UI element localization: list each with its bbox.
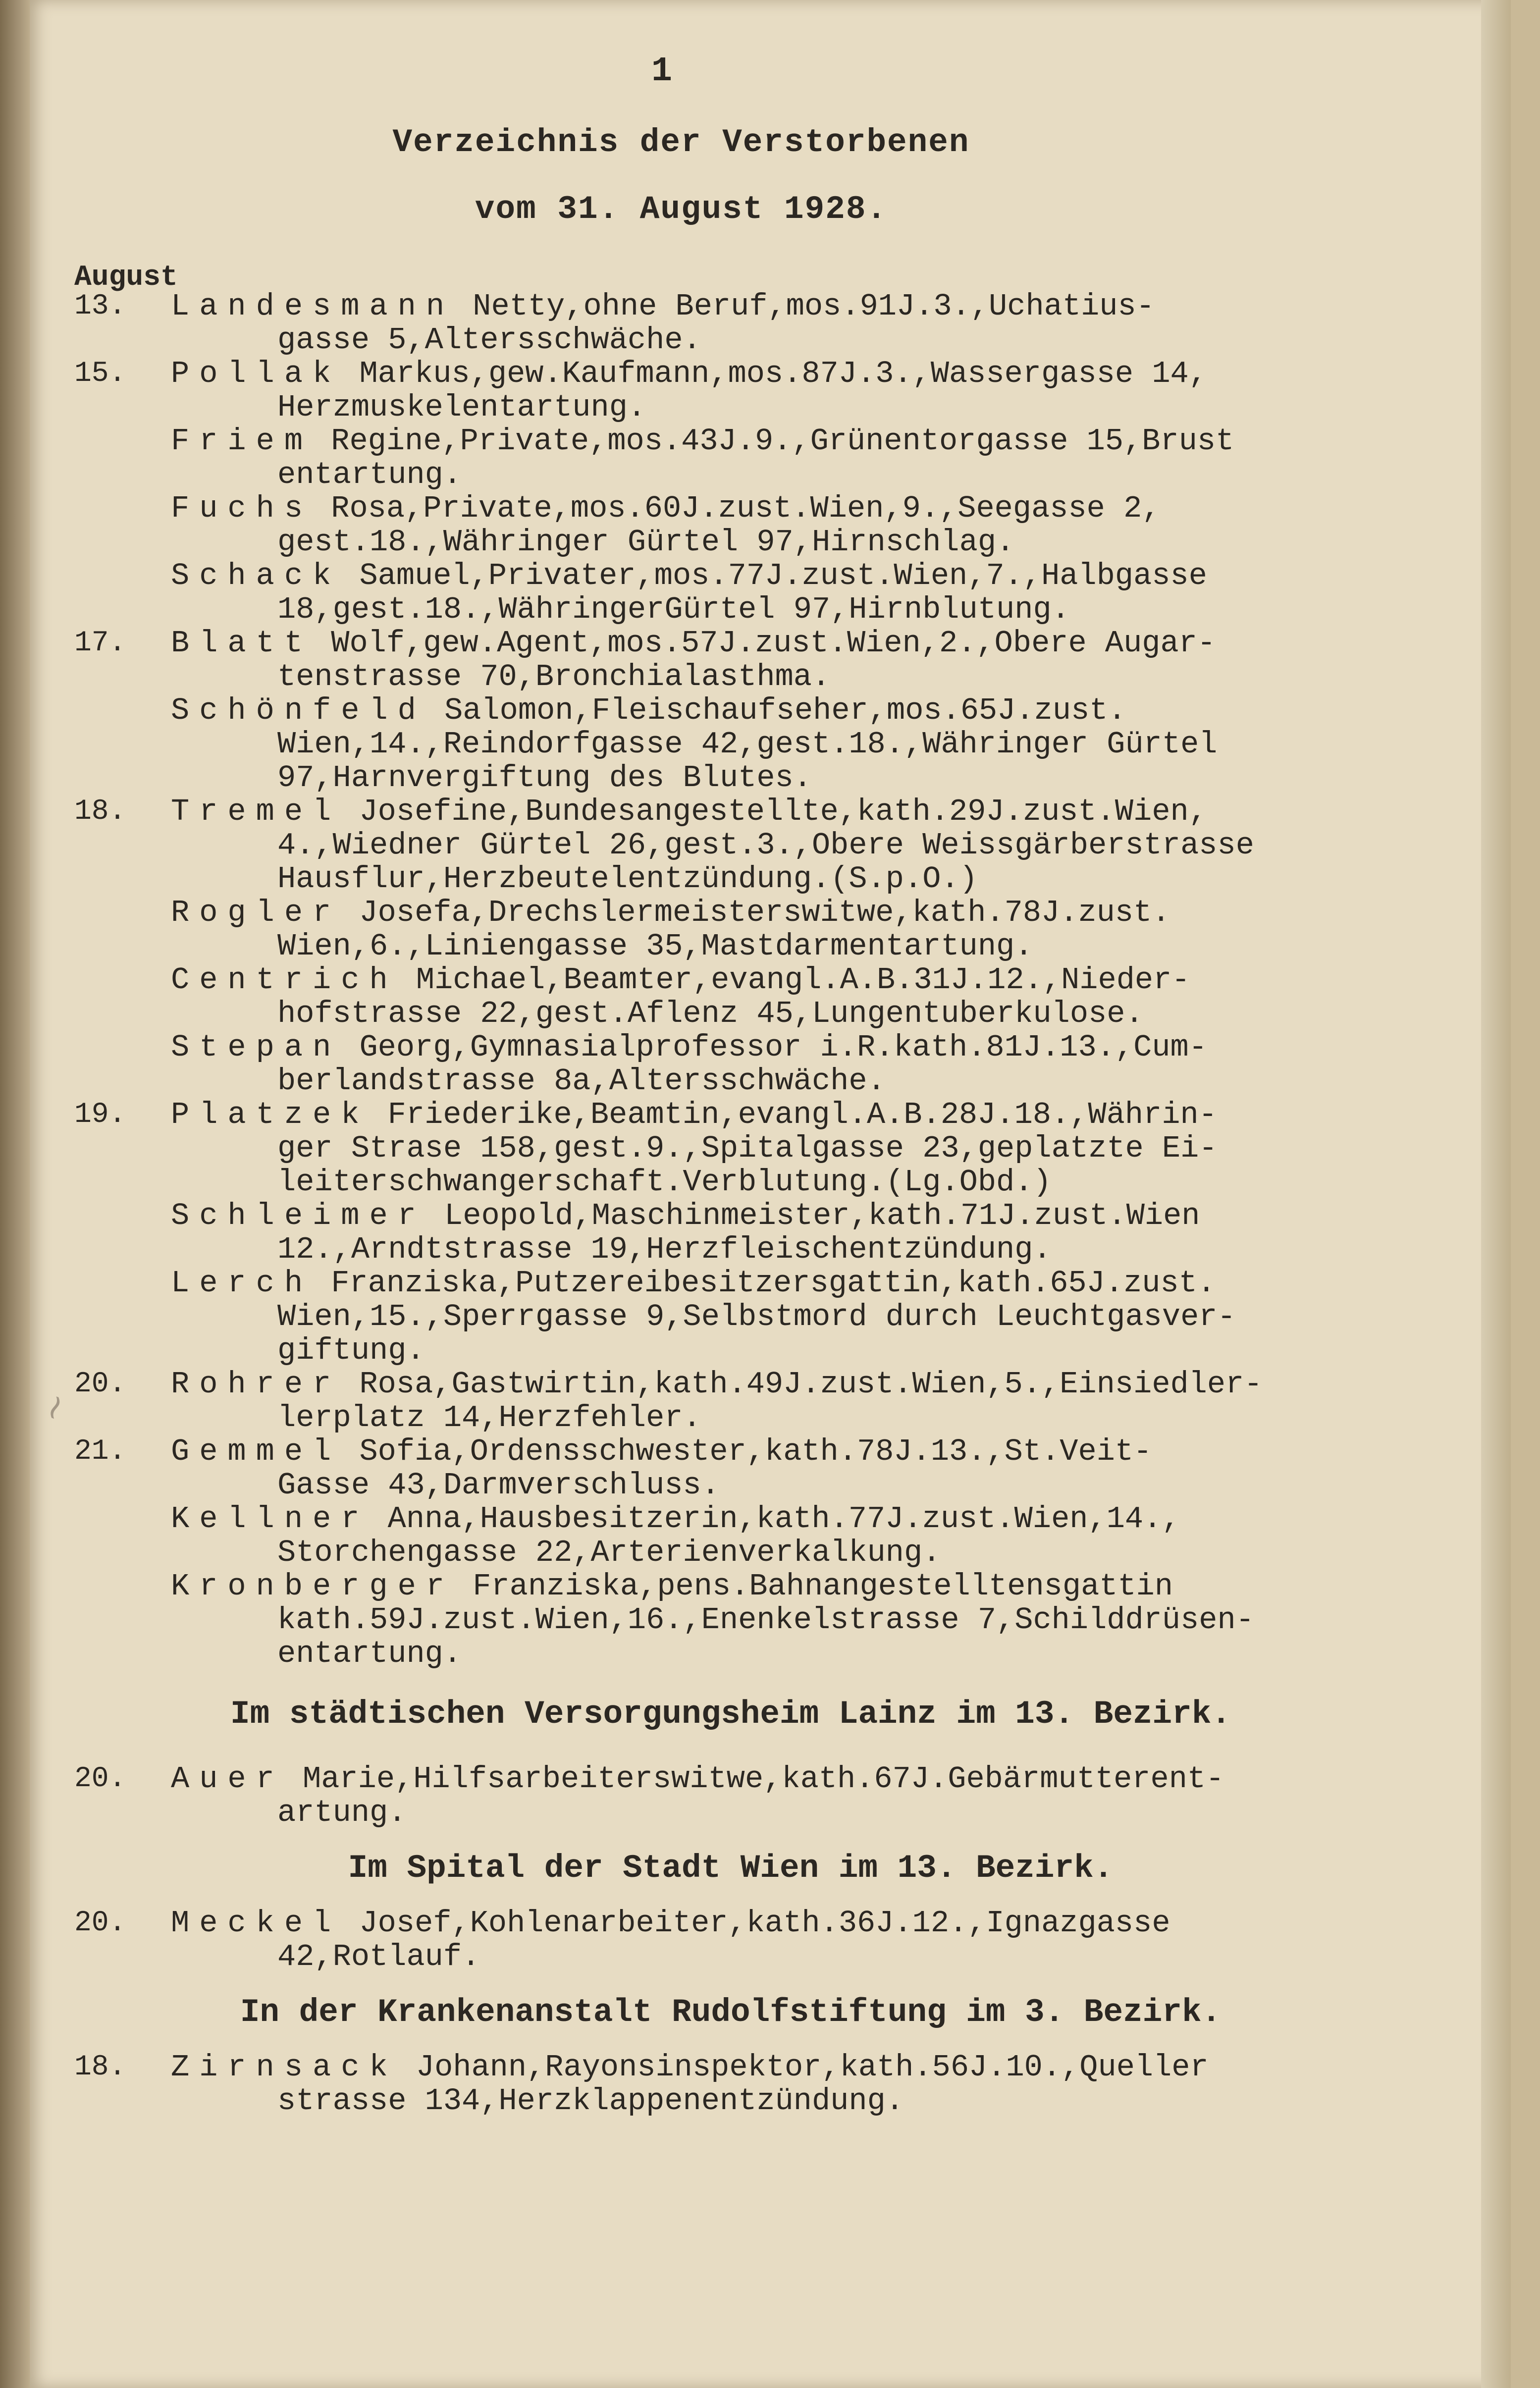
entry-details: Netty,ohne Beruf,mos.91J.3.,Uchatius-	[454, 289, 1155, 324]
entry-body	[171, 1570, 1456, 1671]
document-subtitle: vom 31. August 1928.	[475, 191, 888, 228]
entry-first-line	[171, 1907, 1456, 1940]
entry-surname: Centrich	[171, 962, 398, 998]
entry-continuation: gest.18.,Währinger Gürtel 97,Hirnschlag.	[277, 525, 1015, 560]
entry-surname: Lerch	[171, 1266, 313, 1301]
death-entry	[74, 1368, 1456, 1435]
entry-body	[171, 492, 1456, 559]
entry-details: Regine,Private,mos.43J.9.,Grünentorgasse 15,Brust	[313, 424, 1234, 459]
entry-body	[171, 627, 1456, 694]
entry-continuation: giftung.	[277, 1333, 425, 1368]
death-entry	[74, 1199, 1456, 1267]
entry-body	[171, 559, 1456, 627]
entry-first-line	[171, 425, 1456, 458]
month-label: August	[74, 262, 178, 294]
entry-surname: Kronberger	[171, 1569, 455, 1604]
entry-details: Anna,Hausbesitzerin,kath.77J.zust.Wien,14.,	[369, 1501, 1180, 1537]
entry-first-line	[171, 694, 1456, 728]
entry-first-line	[171, 1502, 1456, 1536]
entry-body	[171, 1435, 1456, 1502]
entry-body	[171, 1907, 1456, 1974]
entry-date: 20.	[74, 1368, 126, 1400]
entry-body	[171, 1762, 1456, 1830]
entry-details: Franziska,Putzereibesitzersgattin,kath.65J.zust.	[313, 1266, 1216, 1301]
entry-body	[171, 1267, 1456, 1368]
death-entry	[74, 1502, 1456, 1570]
death-entry	[74, 627, 1456, 694]
entry-surname: Platzek	[171, 1097, 370, 1132]
entry-surname: Schönfeld	[171, 693, 426, 728]
entry-first-line	[171, 1368, 1456, 1401]
section-heading: In der Krankenanstalt Rudolfstiftung im 3. Bezirk.	[240, 1994, 1221, 2031]
entry-surname: Stepan	[171, 1030, 341, 1065]
entry-details: Johann,Rayonsinspektor,kath.56J.10.,Queller	[397, 2050, 1209, 2085]
entry-first-line	[171, 896, 1456, 930]
entry-surname: Meckel	[171, 1906, 341, 1941]
entry-date: 17.	[74, 627, 126, 659]
death-entry	[74, 1435, 1456, 1502]
entry-date: 20.	[74, 1763, 126, 1795]
entry-surname: Rohrer	[171, 1367, 341, 1402]
entry-continuation: 4.,Wiedner Gürtel 26,gest.3.,Obere Weissgärberstrasse	[277, 828, 1254, 863]
entry-first-line	[171, 1435, 1456, 1469]
death-entry	[74, 357, 1456, 425]
entry-surname: Kellner	[171, 1501, 370, 1537]
section-heading: Im Spital der Stadt Wien im 13. Bezirk.	[348, 1850, 1114, 1887]
entry-first-line	[171, 1031, 1456, 1064]
entry-surname: Tremel	[171, 794, 341, 829]
entry-continuation: 12.,Arndtstrasse 19,Herzfleischentzündung.	[277, 1232, 1052, 1267]
entry-details: Markus,gew.Kaufmann,mos.87J.3.,Wassergasse 14,	[341, 356, 1207, 391]
entry-date: 20.	[74, 1907, 126, 1939]
death-entry	[74, 963, 1456, 1031]
death-entry	[74, 1031, 1456, 1098]
death-entry	[74, 896, 1456, 963]
entry-details: Wolf,gew.Agent,mos.57J.zust.Wien,2.,Obere Augar-	[313, 626, 1216, 661]
entry-body	[171, 694, 1456, 795]
entry-continuation: Wien,6.,Liniengasse 35,Mastdarmentartung.	[277, 929, 1033, 964]
entry-body	[171, 1199, 1456, 1267]
handwritten-margin-note: ~	[30, 1386, 78, 1428]
entry-body	[171, 1031, 1456, 1098]
entry-continuation: Herzmuskelentartung.	[277, 390, 646, 425]
entry-continuation: leiterschwangerschaft.Verblutung.(Lg.Obd.)	[277, 1165, 1052, 1200]
entry-continuation: gasse 5,Altersschwäche.	[277, 322, 701, 358]
entry-continuation: Wien,15.,Sperrgasse 9,Selbstmord durch Leuchtgasver-	[277, 1299, 1236, 1334]
entry-details: Rosa,Private,mos.60J.zust.Wien,9.,Seegasse 2,	[313, 491, 1161, 526]
entry-surname: Landesmann	[171, 289, 455, 324]
entry-continuation: entartung.	[277, 1636, 462, 1671]
entry-date: 15.	[74, 358, 126, 390]
entry-details: Samuel,Privater,mos.77J.zust.Wien,7.,Halbgasse	[341, 558, 1207, 593]
entry-surname: Rogler	[171, 895, 341, 930]
entry-body	[171, 290, 1456, 357]
death-entry	[74, 290, 1456, 357]
entry-surname: Schleimer	[171, 1198, 426, 1233]
entry-continuation: artung.	[277, 1795, 407, 1830]
death-entry	[74, 1098, 1456, 1199]
death-entry	[74, 694, 1456, 795]
entry-details: Franziska,pens.Bahnangestelltensgattin	[454, 1569, 1173, 1604]
entry-details: Michael,Beamter,evangl.A.B.31J.12.,Nieder-	[397, 962, 1190, 998]
entry-details: Sofia,Ordensschwester,kath.78J.13.,St.Veit-	[341, 1434, 1152, 1469]
entry-details: Marie,Hilfsarbeiterswitwe,kath.67J.Gebärmutterent-	[284, 1761, 1224, 1797]
entry-surname: Zirnsack	[171, 2050, 398, 2085]
death-entry	[74, 1762, 1456, 1830]
entry-body	[171, 357, 1456, 425]
entry-body	[171, 1098, 1456, 1199]
death-entry	[74, 2051, 1456, 2118]
entry-first-line	[171, 1199, 1456, 1233]
entry-details: Georg,Gymnasialprofessor i.R.kath.81J.13.,Cum-	[341, 1030, 1207, 1065]
entry-continuation: 42,Rotlauf.	[277, 1939, 480, 1974]
entry-details: Friederike,Beamtin,evangl.A.B.28J.18.,Währin-	[369, 1097, 1217, 1132]
death-entry	[74, 1570, 1456, 1671]
entry-continuation: Storchengasse 22,Arterienverkalkung.	[277, 1535, 941, 1570]
entry-continuation: Hausflur,Herzbeutelentzündung.(S.p.O.)	[277, 861, 978, 897]
entry-surname: Pollak	[171, 356, 341, 391]
entry-first-line	[171, 1098, 1456, 1132]
entry-date: 18.	[74, 2051, 126, 2083]
entry-surname: Schack	[171, 558, 341, 593]
entry-body	[171, 2051, 1456, 2118]
entry-surname: Fuchs	[171, 491, 313, 526]
entry-continuation: 97,Harnvergiftung des Blutes.	[277, 760, 812, 796]
death-entry	[74, 425, 1456, 492]
entry-date: 19.	[74, 1099, 126, 1131]
entry-first-line	[171, 1570, 1456, 1603]
death-entry	[74, 1267, 1456, 1368]
entry-first-line	[171, 627, 1456, 660]
death-entry	[74, 795, 1456, 896]
entry-continuation: ger Strase 158,gest.9.,Spitalgasse 23,geplatzte Ei-	[277, 1131, 1218, 1166]
death-entry	[74, 492, 1456, 559]
entry-details: Leopold,Maschinmeister,kath.71J.zust.Wien	[425, 1198, 1200, 1233]
entry-continuation: kath.59J.zust.Wien,16.,Enenkelstrasse 7,Schilddrüsen-	[277, 1602, 1254, 1638]
entry-body	[171, 425, 1456, 492]
entry-continuation: Gasse 43,Darmverschluss.	[277, 1468, 720, 1503]
section-heading: Im städtischen Versorgungsheim Lainz im 13. Bezirk.	[230, 1696, 1231, 1733]
death-entry	[74, 559, 1456, 627]
entry-first-line	[171, 963, 1456, 997]
entry-details: Salomon,Fleischaufseher,mos.65J.zust.	[425, 693, 1126, 728]
entry-continuation: lerplatz 14,Herzfehler.	[277, 1400, 701, 1435]
document-title: Verzeichnis der Verstorbenen	[392, 124, 970, 161]
page-edge	[1481, 0, 1511, 2388]
entry-continuation: entartung.	[277, 457, 462, 492]
entry-body	[171, 963, 1456, 1031]
entry-body	[171, 1368, 1456, 1435]
entry-first-line	[171, 492, 1456, 526]
entry-date: 18.	[74, 796, 126, 828]
entry-continuation: tenstrasse 70,Bronchialasthma.	[277, 659, 831, 694]
entry-surname: Gemmel	[171, 1434, 341, 1469]
entry-first-line	[171, 2051, 1456, 2084]
entry-first-line	[171, 290, 1456, 323]
entry-continuation: 18,gest.18.,WähringerGürtel 97,Hirnblutung.	[277, 592, 1070, 627]
entry-surname: Blatt	[171, 626, 313, 661]
entry-continuation: hofstrasse 22,gest.Aflenz 45,Lungentuberkulose.	[277, 996, 1144, 1031]
entry-continuation: Wien,14.,Reindorfgasse 42,gest.18.,Währinger Gürtel	[277, 727, 1218, 762]
entry-details: Josefa,Drechslermeisterswitwe,kath.78J.zust.	[341, 895, 1170, 930]
entry-first-line	[171, 1267, 1456, 1300]
entry-surname: Friem	[171, 424, 313, 459]
entry-details: Josefine,Bundesangestellte,kath.29J.zust.Wien,	[341, 794, 1207, 829]
entry-continuation: strasse 134,Herzklappenentzündung.	[277, 2083, 904, 2119]
entry-first-line	[171, 1762, 1456, 1796]
entry-first-line	[171, 795, 1456, 829]
entry-details: Josef,Kohlenarbeiter,kath.36J.12.,Ignazgasse	[341, 1906, 1170, 1941]
entry-body	[171, 896, 1456, 963]
entries-list	[74, 290, 1456, 2118]
entry-date: 21.	[74, 1435, 126, 1468]
entry-body	[171, 795, 1456, 896]
death-entry	[74, 1907, 1456, 1974]
entry-body	[171, 1502, 1456, 1570]
entry-first-line	[171, 559, 1456, 593]
entry-first-line	[171, 357, 1456, 391]
entry-details: Rosa,Gastwirtin,kath.49J.zust.Wien,5.,Einsiedler-	[341, 1367, 1263, 1402]
page-number: 1	[651, 52, 673, 91]
entry-surname: Auer	[171, 1761, 284, 1797]
entry-date: 13.	[74, 290, 126, 322]
entry-continuation: berlandstrasse 8a,Altersschwäche.	[277, 1063, 886, 1099]
